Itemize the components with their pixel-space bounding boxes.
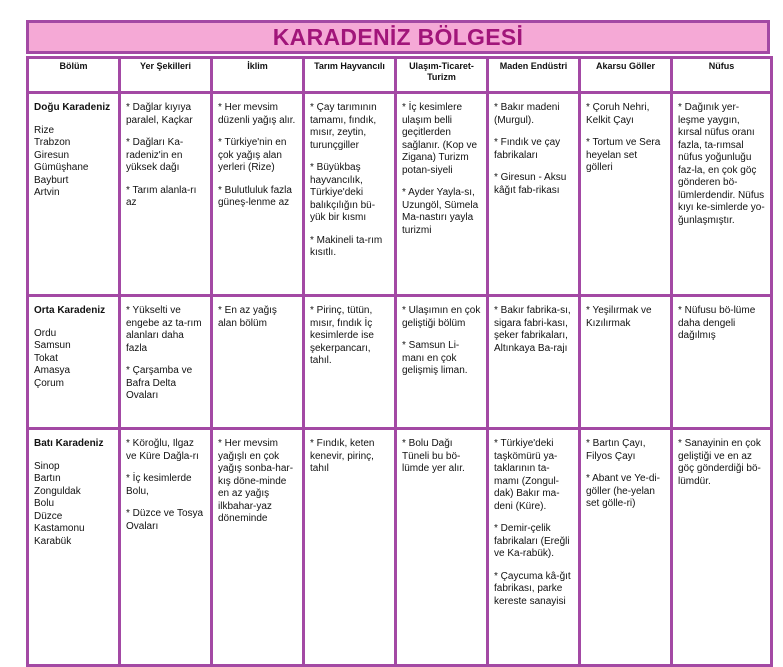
info-item: * Makineli ta-rım kısıtlı.	[310, 234, 383, 258]
table-row	[28, 296, 772, 429]
info-item: * En az yağış alan bölüm	[218, 305, 277, 329]
province-name: Karabük	[34, 535, 72, 547]
info-item: * Bulutluluk fazla güneş-lenme az	[218, 184, 292, 208]
region-cell	[28, 429, 120, 666]
title-banner	[26, 20, 770, 54]
region-name: Batı Karadeniz	[34, 438, 104, 449]
table-row	[28, 93, 772, 296]
province-name: Zonguldak	[34, 485, 81, 497]
region-name: Orta Karadeniz	[34, 305, 106, 316]
region-cell	[28, 296, 120, 429]
info-cell	[120, 93, 212, 296]
header-cell: Bölüm	[28, 58, 120, 93]
info-cell	[304, 429, 396, 666]
info-item: * Bartın Çayı, Filyos Çayı	[586, 438, 646, 462]
header-cell: Akarsu Göller	[580, 58, 672, 93]
document-sheet	[26, 20, 770, 667]
info-item: * Samsun Li-manı en çok gelişmiş liman.	[402, 340, 468, 376]
province-name: Tokat	[34, 352, 58, 364]
province-name: Amasya	[34, 365, 71, 376]
header-row	[28, 58, 772, 93]
info-item: * Türkiye'nin en çok yağış alan yerleri (Rize)	[218, 137, 287, 173]
province-name: Rize	[34, 124, 55, 136]
info-cell	[212, 296, 304, 429]
info-item: * Dağları Ka-radeniz'in en yüksek dağı	[126, 137, 184, 173]
info-item: * Dağlar kıyıya paralel, Kaçkar	[126, 102, 193, 126]
info-item: * Pirinç, tütün, mısır, fındık İç kesimlerde ise şekerpancarı, tahıl.	[310, 305, 374, 366]
province-name: Çorum	[34, 377, 65, 389]
info-item: * Dağınık yer-leşme yaygın, kırsal nüfus oranı fazla, ta-rımsal nüfus yoğunluğu faz-la, en çok göç gönderen bö-lümlerdendir. Nüfus kıyı ke-simlerde yo-ğunlaşmıştır.	[678, 102, 765, 226]
info-cell	[212, 429, 304, 666]
header-cell: Yer Şekilleri	[120, 58, 212, 93]
info-cell	[672, 429, 772, 666]
province-name: Sinop	[34, 460, 60, 472]
province-name: Gümüşhane	[34, 162, 89, 173]
info-item: * Tarım alanla-rı az	[126, 184, 197, 208]
header-cell: İklim	[212, 58, 304, 93]
header-cell: Tarım Hayvancılı	[304, 58, 396, 93]
province-name: Bartın	[34, 473, 61, 484]
info-item: * Sanayinin en çok geliştiği ve en az göç gönderdiği bö-lümdür.	[678, 438, 761, 487]
info-cell	[488, 93, 580, 296]
header-cell: Ulaşım-Ticaret-Turizm	[396, 58, 488, 93]
province-name: Ordu	[34, 327, 57, 339]
info-cell	[580, 93, 672, 296]
info-item: * Ulaşımın en çok geliştiği bölüm	[402, 305, 481, 329]
info-item: * İç kesimlerde Bolu,	[126, 473, 192, 497]
info-item: * Çay tarımının tamamı, fındık, mısır, zeytin, turunçgiller	[310, 102, 377, 151]
info-cell	[396, 296, 488, 429]
header-cell: Maden Endüstri	[488, 58, 580, 93]
info-cell	[304, 296, 396, 429]
info-cell	[672, 296, 772, 429]
info-item: * Bakır fabrika-sı, sigara fabri-kası, şeker fabrikaları, Altınkaya Ba-rajı	[494, 305, 571, 354]
info-item: * Köroğlu, Ilgaz ve Küre Dağla-rı	[126, 438, 199, 462]
province-name: Samsun	[34, 340, 71, 351]
info-item: * Her mevsim düzenli yağış alır.	[218, 102, 296, 126]
info-item: * Giresun - Aksu kâğıt fab-rikası	[494, 172, 567, 196]
info-item: * Ayder Yayla-sı, Uzungöl, Sümela Ma-nastırı yayla turizmi	[402, 187, 479, 236]
info-item: * İç kesimlere ulaşım belli geçitlerden sağlanır. (Kop ve Zigana) Turizm potan-siyeli	[402, 102, 478, 176]
province-name: Kastamonu	[34, 523, 85, 534]
info-item: * Abant ve Ye-di- göller (he-yelan set gölle-ri)	[586, 473, 660, 509]
province-name: Trabzon	[34, 137, 71, 148]
info-cell	[304, 93, 396, 296]
info-item: * Fındık, keten kenevir, pirinç, tahıl	[310, 438, 375, 474]
info-item: * Her mevsim yağışlı en çok yağış sonba-har-kış döne-minde en az yağış ilkbahar-yaz döneminde	[218, 438, 294, 524]
info-cell	[580, 429, 672, 666]
info-item: * Türkiye'deki taşkömürü ya-taklarının ta-mamı (Zongul-dak) Bakır ma-deni (Küre).	[494, 438, 560, 512]
info-item: * Bakır madeni (Murgul).	[494, 102, 560, 126]
province-name: Artvin	[34, 187, 60, 198]
info-item: * Çarşamba ve Bafra Delta Ovaları	[126, 365, 193, 401]
province-name: Bolu	[34, 498, 55, 509]
info-item: * Nüfusu bö-lüme daha dengeli dağılmış	[678, 305, 756, 341]
info-cell	[488, 296, 580, 429]
info-item: * Çoruh Nehri, Kelkit Çayı	[586, 102, 650, 126]
region-name: Doğu Karadeniz	[34, 102, 111, 113]
province-name: Düzce	[34, 510, 63, 522]
info-item: * Düzce ve Tosya Ovaları	[126, 508, 204, 532]
header-cell: Nüfus	[672, 58, 772, 93]
province-name: Giresun	[34, 149, 70, 161]
province-name: Bayburt	[34, 174, 69, 186]
info-item: * Bolu Dağı Tüneli bu bö-lümde yer alır.	[402, 438, 465, 474]
info-item: * Tortum ve Sera heyelan set gölleri	[586, 137, 661, 173]
info-cell	[580, 296, 672, 429]
info-item: * Büyükbaş hayvancılık, Türkiye'deki balıkçılığın bü-yük bir kısmı	[310, 162, 376, 223]
info-item: * Yeşilırmak ve Kızılırmak	[586, 305, 652, 329]
info-cell	[396, 93, 488, 296]
info-cell	[396, 429, 488, 666]
info-cell	[120, 296, 212, 429]
info-item: * Demir-çelik fabrikaları (Ereğli ve Ka-rabük).	[494, 523, 570, 559]
info-item: * Fındık ve çay fabrikaları	[494, 137, 561, 161]
info-item: * Yükselti ve engebe az ta-rım alanları daha fazla	[126, 305, 202, 354]
region-table	[26, 56, 773, 667]
info-cell	[672, 93, 772, 296]
info-item: * Çaycuma kâ-ğıt fabrikası, parke kereste sanayisi	[494, 570, 571, 607]
info-cell	[488, 429, 580, 666]
table-row	[28, 429, 772, 666]
region-cell	[28, 93, 120, 296]
info-cell	[120, 429, 212, 666]
page-title: KARADENİZ BÖLGESİ	[272, 23, 524, 50]
info-cell	[212, 93, 304, 296]
